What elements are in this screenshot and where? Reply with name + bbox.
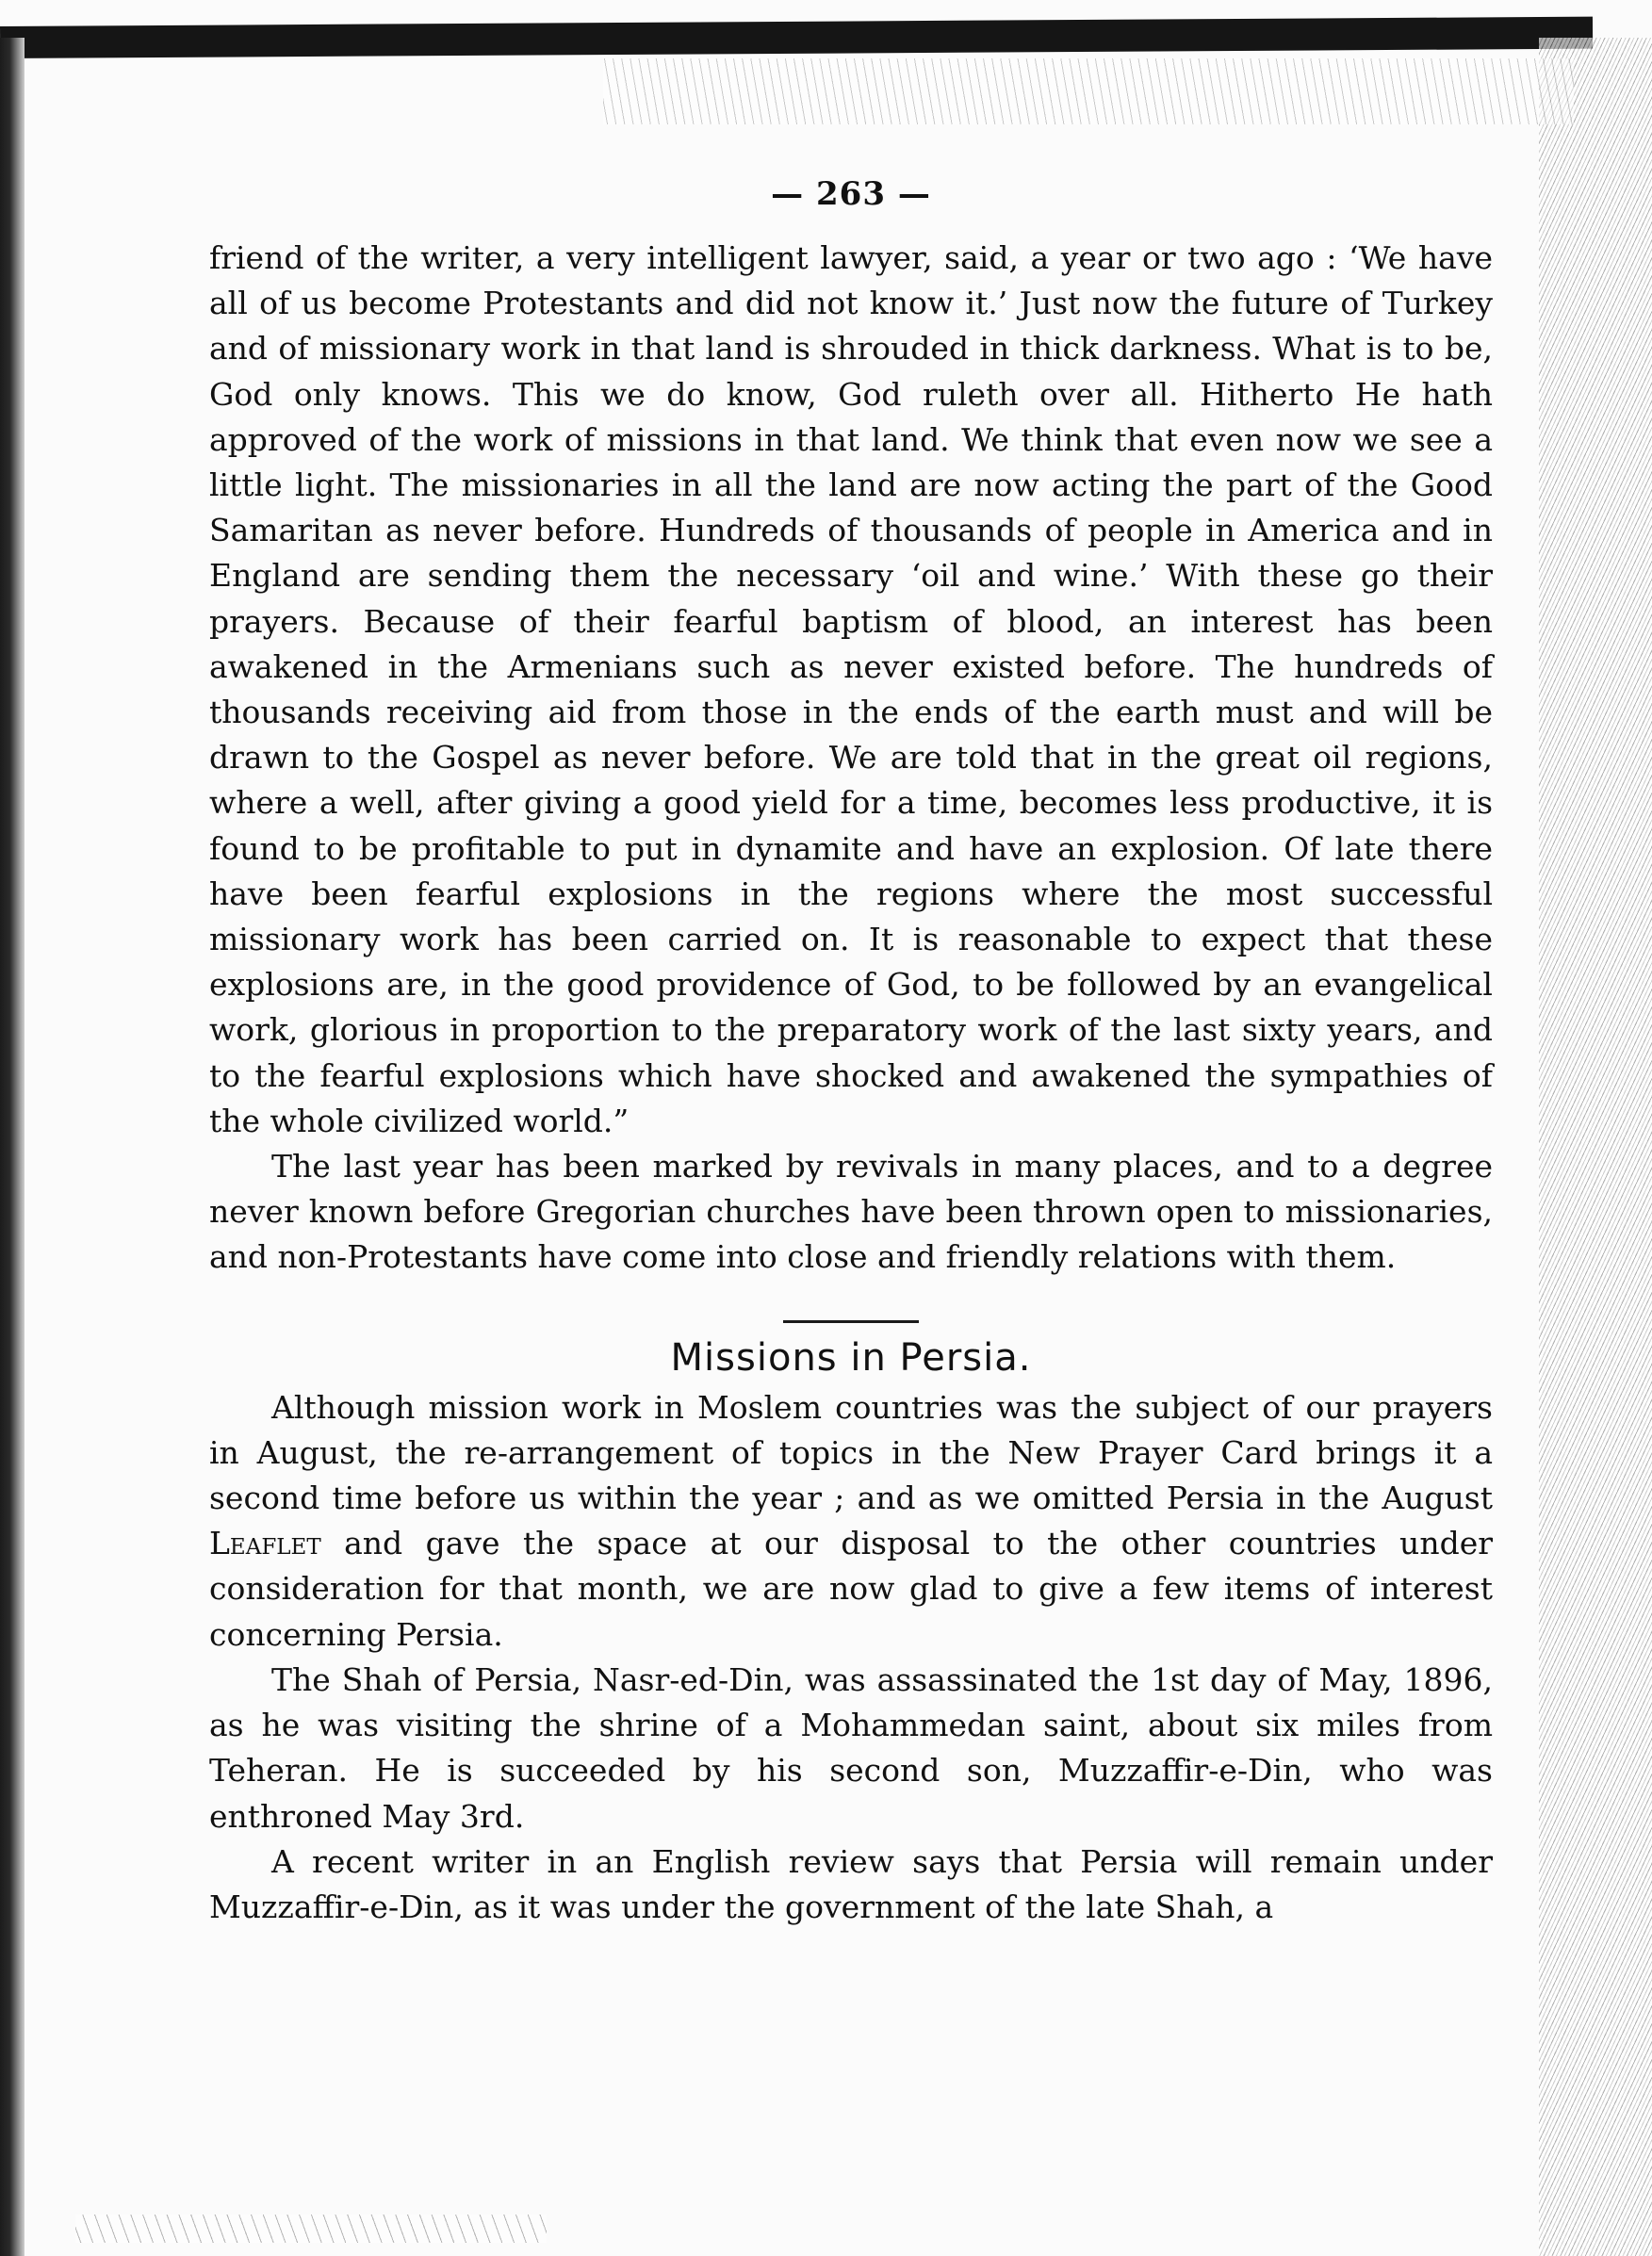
- leaflet-word: Leaflet: [209, 1525, 321, 1562]
- paragraph-persia-intro-part1: Although mission work in Moslem countries was the subject of our prayers in August, the re-arrangement of topics in the New Prayer Card brings it a second time before us within the year ; and as we omitted Persia in the August: [209, 1388, 1493, 1517]
- paragraph-persia-intro: [209, 1385, 1493, 1658]
- page-text-block: [209, 175, 1493, 1930]
- page-number: — 263 —: [771, 175, 931, 213]
- paragraph-persia-intro-part2: and gave the space at our disposal to the other countries under consideration for that month, we are now glad to give a few items of interest concerning Persia.: [209, 1525, 1493, 1653]
- bottom-scan-noise: [75, 2215, 547, 2243]
- section-heading: Missions in Persia.: [670, 1335, 1032, 1380]
- paragraph-recent-writer: A recent writer in an English review says that Persia will remain under Muzzaffir-e-Din, as it was under the government of the late Shah, a: [209, 1842, 1493, 1925]
- right-scan-noise: [1539, 38, 1652, 2256]
- section-divider: [783, 1320, 919, 1323]
- top-border-rule: [0, 17, 1593, 58]
- top-scan-noise: [603, 58, 1574, 124]
- left-scan-edge: [0, 38, 25, 2256]
- paragraph-continued: friend of the writer, a very intelligent lawyer, said, a year or two ago : ‘We have all of us become Protestants and did not know it.’ Just now the future of Turkey and of missionary work in that land is shrouded in thick darkness. What is to be, God only knows. This we do know, God ruleth over all. Hitherto He hath approved of the work of missions in that land. We think that even now we see a little light. The missionaries in all the land are now acting the part of the Good Samaritan as never before. Hundreds of thousands of people in America and in England are sending them the necessary ‘oil and wine.’ With these go their prayers. Because of their fearful baptism of blood, an interest has been awakened in the Armenians such as never existed before. The hundreds of thousands receiving aid from those in the ends of the earth must and will be drawn to the Gospel as never before. We are told that in the great oil regions, where a well, after giving a good yield for a time, becomes less productive, it is found to be profitable to put in dynamite and have an explosion. Of late there have been fearful explosions in the regions where the most successful missionary work has been carried on. It is reasonable to expect that these explosions are, in the good providence of God, to be followed by an evangelical work, glorious in proportion to the preparatory work of the last sixty years, and to the fearful explosions which have shocked and awakened the sympathies of the whole civilized world.”: [209, 239, 1493, 1139]
- paragraph-shah: The Shah of Persia, Nasr-ed-Din, was assassinated the 1st day of May, 1896, as he was visiting the shrine of a Mohammedan saint, about six miles from Teheran. He is succeeded by his second son, Muzzaffir-e-Din, who was enthroned May 3rd.: [209, 1660, 1493, 1835]
- paragraph-revivals: The last year has been marked by revivals in many places, and to a degree never known before Gregorian churches have been thrown open to missionaries, and non-Protestants have come into close and friendly relations with them.: [209, 1148, 1493, 1276]
